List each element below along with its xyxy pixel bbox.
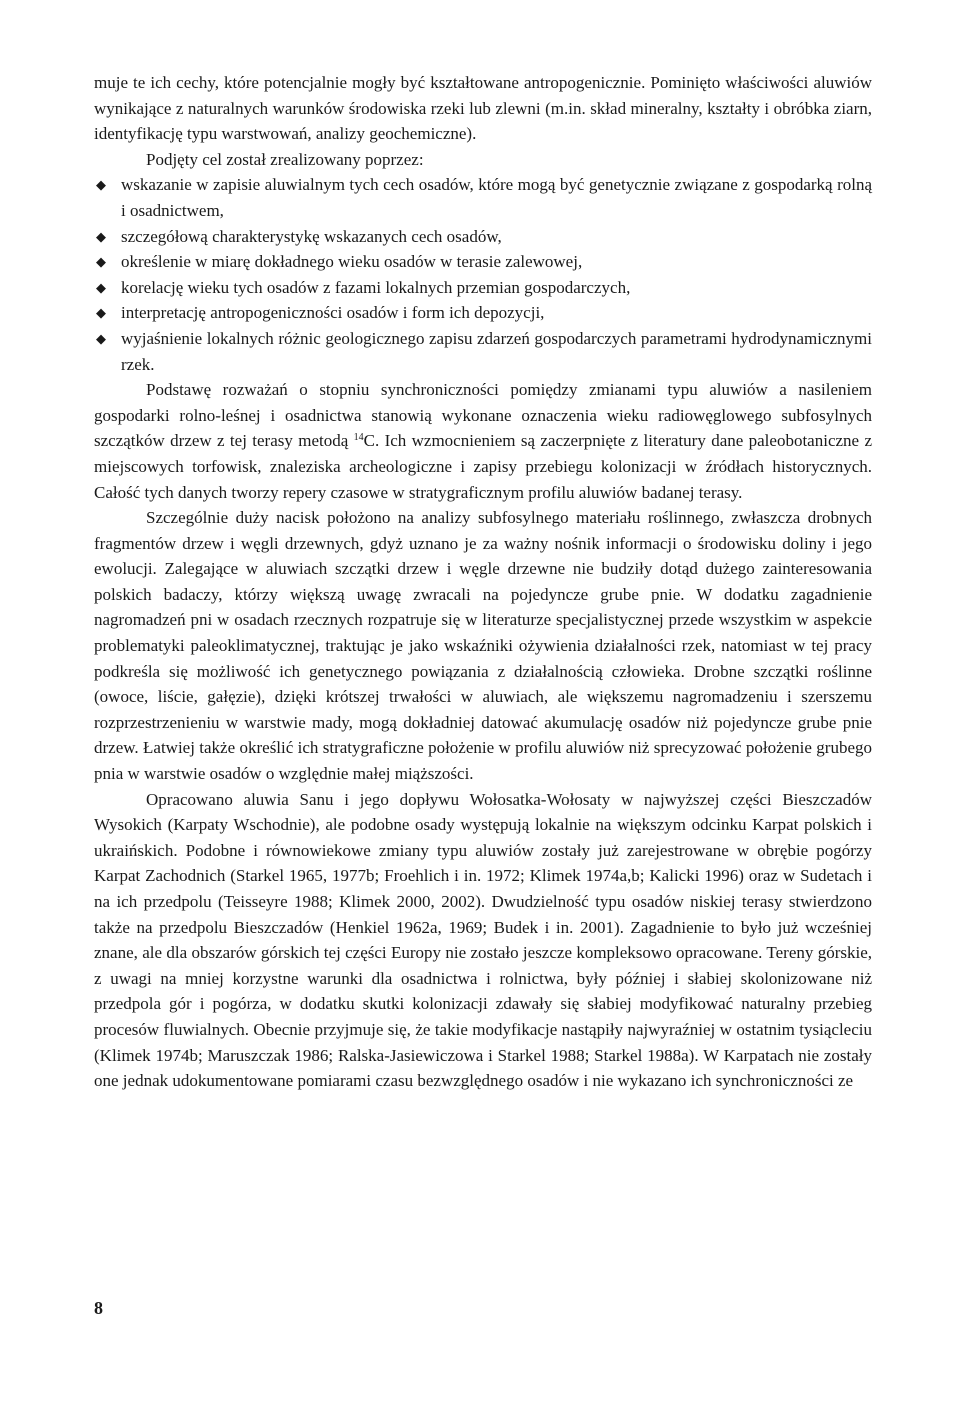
paragraph-goal: Podjęty cel został zrealizowany poprzez:	[146, 149, 424, 169]
goal-list	[94, 172, 872, 377]
list-item	[94, 249, 872, 275]
list-item	[94, 275, 872, 301]
diamond-bullet-icon: ◆	[96, 254, 106, 270]
list-item-text: określenie w miarę dokładnego wieku osadów w terasie zalewowej,	[121, 252, 583, 272]
paragraph-plant-material: Szczególnie duży nacisk położono na analizy subfosylnego materiału roślinnego, zwłaszcza drobnych fragmentów drzew i węgli drzewnych, gdyż uznano je za ważny nośnik informacji o środowisku doliny i jego ewolucji. Zalegające w aluwiach szczątki drzew i węgle drzewne nie budziły dotąd dużego zainteresowania polskich badaczy, którzy większą uwagę zwracali na pojedyncze grube pnie. W dodatku zagadnienie nagromadzeń pni w osadach rzecznych rozpatruje się w literaturze specjalistycznej przede wszystkim w aspekcie problematyki paleoklimatycznej, traktując je jako wskaźniki ożywienia działalności rzek, natomiast w tej pracy podkreśla się możliwość ich genetycznego powiązania z działalnością człowieka. Drobne szczątki roślinne (owoce, liście, gałęzie), dzięki krótszej trwałości w aluwiach, ale większemu nagromadzeniu i szerszemu rozprzestrzenieniu w warstwie mady, mogą dokładniej datować akumulację osadów niż pojedyncze grube pnie drzew. Łatwiej także określić ich stratygraficzne położenie w profilu aluwiów niż sprecyzować położenie grubego pnia w warstwie osadów o względnie małej miąższości.	[94, 508, 872, 784]
list-item	[94, 300, 872, 326]
paragraph-text: Podstawę rozważań o stopniu synchroniczności pomiędzy zmianami typu aluwiów a nasileniem gospodarki rolno-leśnej i osadnictwa stanowią wykonane oznaczenia wieku radiowęglowego subfosylnych szczątków drzew z tej terasy metodą	[94, 380, 872, 451]
list-item	[94, 224, 872, 250]
paragraph-synchronicity	[94, 377, 872, 505]
diamond-bullet-icon: ◆	[96, 228, 106, 244]
list-item	[94, 326, 872, 377]
paragraph-study-area: Opracowano aluwia Sanu i jego dopływu Wołosatka-Wołosaty w najwyższej części Bieszczadów Wysokich (Karpaty Wschodnie), ale podobne osady występują lokalnie na większym odcinku Karpat polskich i ukraińskich. Podobne i równowiekowe zmiany typu aluwiów zostały już zarejestrowane w obrębie pogórzy Karpat Zachodnich (Starkel 1965, 1977b; Froehlich i in. 1972; Klimek 1974a,b; Kalicki 1996) oraz w Sudetach i na ich przedpolu (Teisseyre 1988; Klimek 2000, 2002). Dwudzielność typu osadów niskiej terasy stwierdzono także na przedpolu Bieszczadów (Henkiel 1962a, 1969; Budek i in. 2001). Zagadnienie to było już wcześniej znane, ale dla obszarów górskich tej części Europy nie zostało jeszcze kompleksowo opracowane. Tereny górskie, z uwagi na mniej korzystne warunki dla osadnictwa i rolnictwa, były później i słabiej skolonizowane niż przedpola gór i pogórza, w dodatku skutki kolonizacji zdawały się słabiej modyfikować naturalny przebieg procesów fluwialnych. Obecnie przyjmuje się, że takie modyfikacje nastąpiły najwyraźniej w ostatnim tysiącleciu (Klimek 1974b; Maruszczak 1986; Ralska-Jasiewiczowa i Starkel 1988; Starkel 1988a). W Karpatach nie zostały one jednak udokumentowane pomiarami czasu bezwzględnego osadów i nie wykazano ich synchroniczności ze	[94, 789, 872, 1091]
list-item-text: korelację wieku tych osadów z fazami lokalnych przemian gospodarczych,	[121, 277, 631, 297]
page-body	[94, 70, 872, 1094]
isotope-superscript: 14	[353, 432, 364, 444]
list-item	[94, 172, 872, 223]
diamond-bullet-icon: ◆	[96, 305, 106, 321]
paragraph-text: C. Ich wzmocnieniem są zaczerpnięte z literatury dane paleobotaniczne z miejscowych torfowisk, znaleziska archeologiczne i zapisy przebiegu kolonizacji w źródłach historycznych. Całość tych danych tworzy repery czasowe w stratygraficznym profilu aluwiów badanej terasy.	[94, 431, 872, 502]
list-item-text: wyjaśnienie lokalnych różnic geologicznego zapisu zdarzeń gospodarczych parametrami hydrodynamicznymi rzek.	[121, 328, 872, 374]
list-item-text: szczegółową charakterystykę wskazanych cech osadów,	[121, 226, 502, 246]
diamond-bullet-icon: ◆	[96, 279, 106, 295]
paragraph-intro: muje te ich cechy, które potencjalnie mogły być kształtowane antropogenicznie. Pominięto właściwości aluwiów wynikające z naturalnych warunków środowiska rzeki lub zlewni (m.in. skład mineralny, kształty i obróbka ziarn, identyfikację typu warstwowań, analizy geochemiczne).	[94, 73, 872, 144]
page-number: 8	[94, 1298, 103, 1318]
diamond-bullet-icon: ◆	[96, 177, 106, 193]
diamond-bullet-icon: ◆	[96, 330, 106, 346]
list-item-text: wskazanie w zapisie aluwialnym tych cech osadów, które mogą być genetycznie związane z gospodarką rolną i osadnictwem,	[121, 175, 872, 220]
list-item-text: interpretację antropogeniczności osadów i form ich depozycji,	[121, 303, 545, 323]
